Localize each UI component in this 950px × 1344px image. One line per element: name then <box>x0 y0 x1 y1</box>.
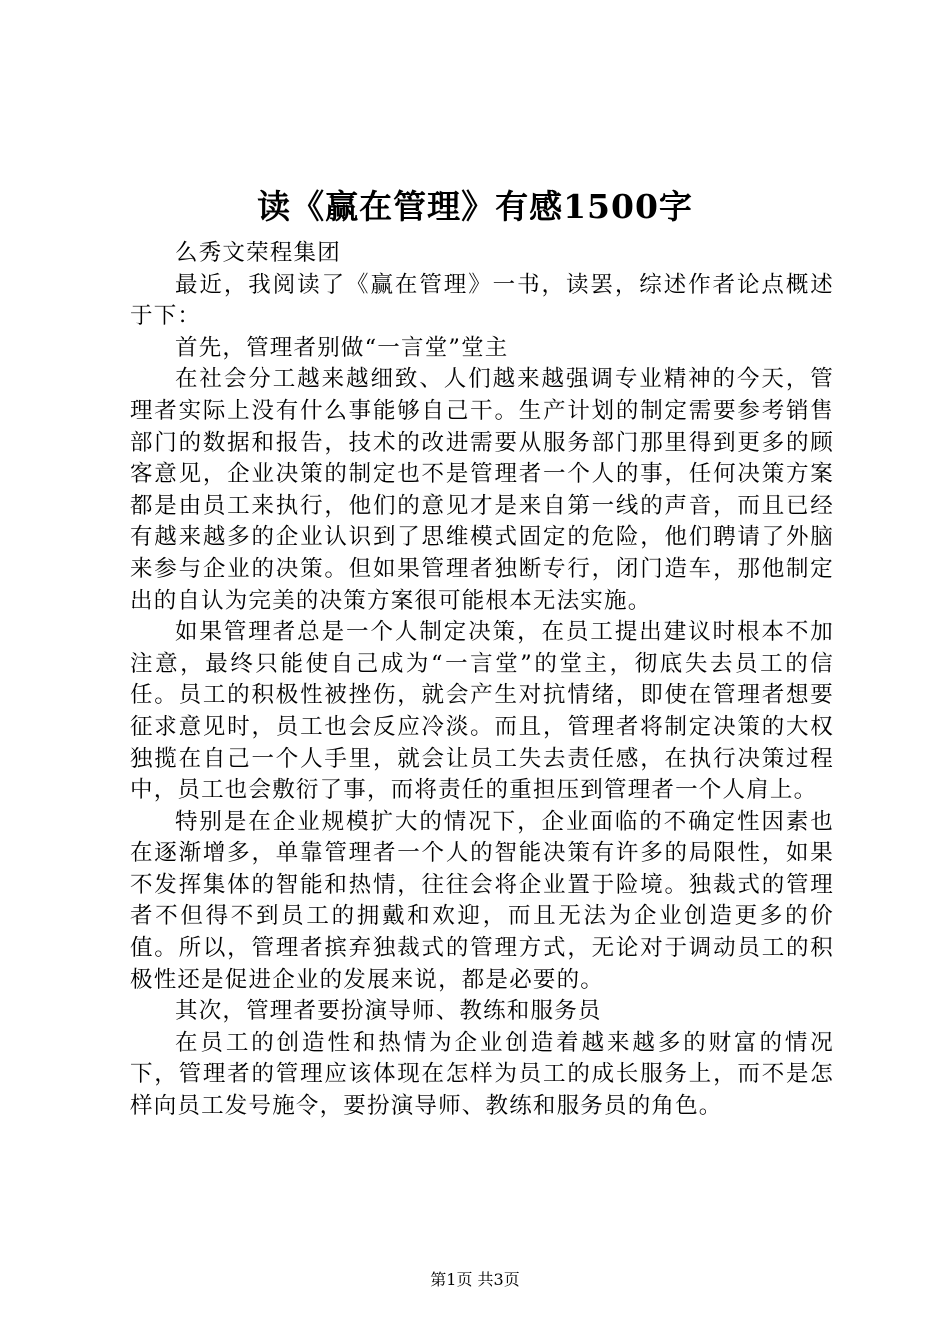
document-title: 读《赢在管理》有感1500字 <box>257 187 693 226</box>
body-paragraph: 最近，我阅读了《赢在管理》一书，读罢，综述作者论点概述于下： <box>130 271 834 330</box>
document-body <box>130 238 834 1123</box>
section-heading: 首先，管理者别做“一言堂”堂主 <box>175 334 509 361</box>
page-footer: 第1页 共3页 <box>430 1270 520 1289</box>
body-paragraph: 在员工的创造性和热情为企业创造着越来越多的财富的情况下，管理者的管理应该体现在怎样为员工的成长服务上，而不是怎样向员工发号施令，要扮演导师、教练和服务员的角色。 <box>130 1029 834 1120</box>
author-line: 么秀文荣程集团 <box>175 240 341 266</box>
body-paragraph: 如果管理者总是一个人制定决策，在员工提出建议时根本不加注意，最终只能使自己成为“一言堂”的堂主，彻底失去员工的信任。员工的积极性被挫伤，就会产生对抗情绪，即使在管理者想要征求意见时，员工也会反应冷淡。而且，管理者将制定决策的大权独揽在自己一个人手里，就会让员工失去责任感，在执行决策过程中，员工也会敷衍了事，而将责任的重担压到管理者一个人肩上。 <box>130 619 834 804</box>
section-heading: 其次，管理者要扮演导师、教练和服务员 <box>175 998 602 1025</box>
body-paragraph: 特别是在企业规模扩大的情况下，企业面临的不确定性因素也在逐渐增多，单靠管理者一个人的智能决策有许多的局限性，如果不发挥集体的智能和热情，往往会将企业置于险境。独裁式的管理者不但得不到员工的拥戴和欢迎，而且无法为企业创造更多的价值。所以，管理者摈弃独裁式的管理方式，无论对于调动员工的积极性还是促进企业的发展来说，都是必要的。 <box>130 808 834 993</box>
body-paragraph: 在社会分工越来越细致、人们越来越强调专业精神的今天，管理者实际上没有什么事能够自己干。生产计划的制定需要参考销售部门的数据和报告，技术的改进需要从服务部门那里得到更多的顾客意见，企业决策的制定也不是管理者一个人的事，任何决策方案都是由员工来执行，他们的意见才是来自第一线的声音，而且已经有越来越多的企业认识到了思维模式固定的危险，他们聘请了外脑来参与企业的决策。但如果管理者独断专行，闭门造车，那他制定出的自认为完美的决策方案很可能根本无法实施。 <box>130 366 834 614</box>
